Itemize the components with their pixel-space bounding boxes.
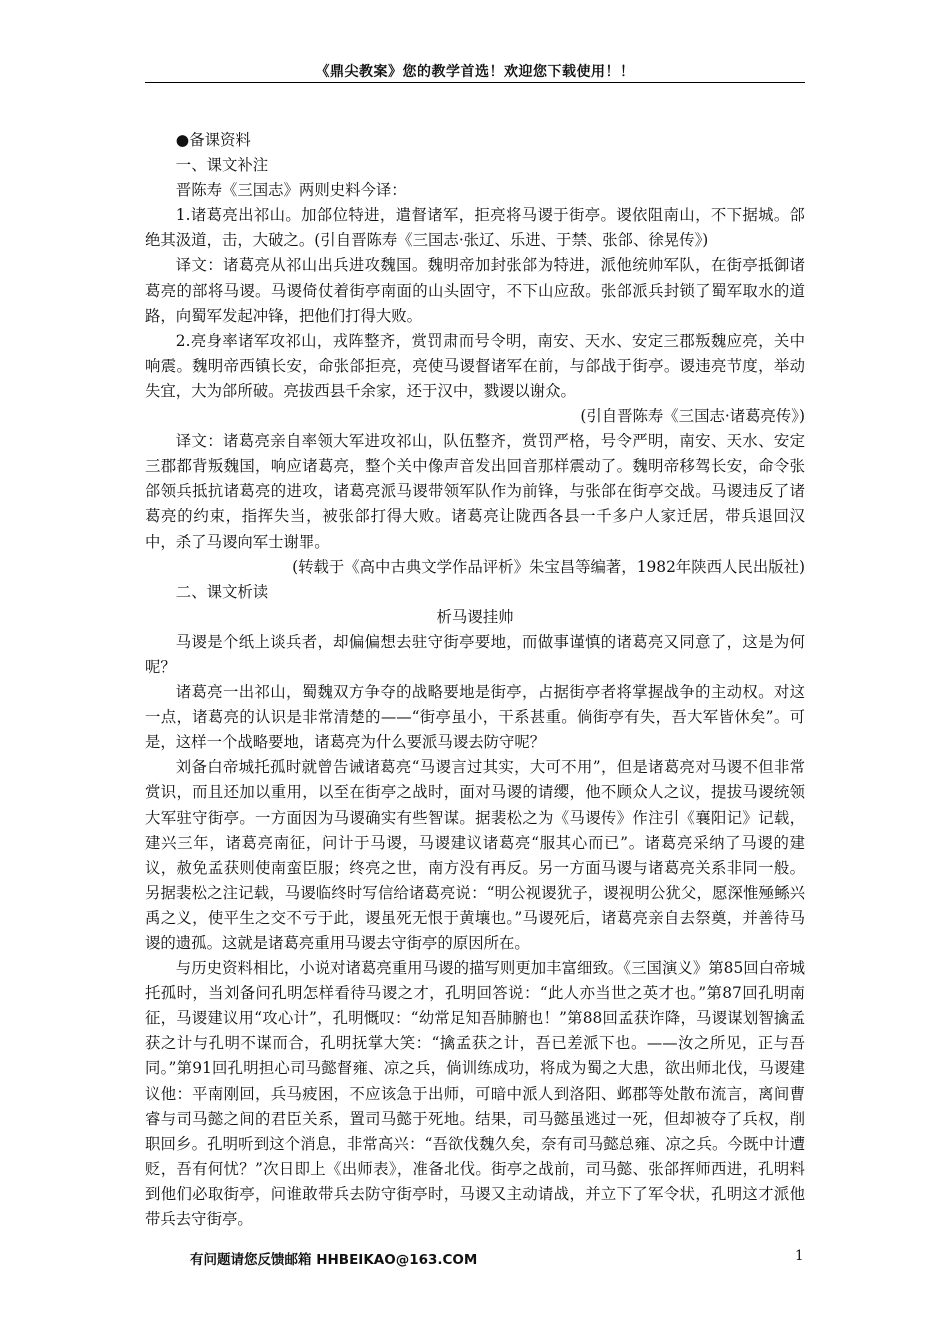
feedback-email-footer: 有问题请您反馈邮箱 HHBEIKAO@163.COM: [190, 1252, 478, 1268]
translation-2: 译文：诸葛亮亲自率领大军进攻祁山，队伍整齐，赏罚严格，号令严明，南安、天水、安定三郡都背叛魏国，响应诸葛亮，整个关中像声音发出回音那样震动了。魏明帝移驾长安，命令张郃领兵抵抗诸葛亮的进攻，诸葛亮派马谡带领军队作为前锋，与张郃在街亭交战。马谡违反了诸葛亮的约束，指挥失当，被张郃打得大败。诸葛亮让陇西各县一千多户人家迁居，带兵退回汉中，杀了马谡向军士谢罪。: [145, 432, 805, 551]
paragraph: 与历史资料相比，小说对诸葛亮重用马谡的描写则更加丰富细致。《三国演义》第85回白帝城托孤时，当刘备问孔明怎样看待马谡之才，孔明回答说：“此人亦当世之英才也。”第87回孔明南征，马谡建议用“攻心计”，孔明慨叹：“幼常足知吾肺腑也！”第88回孟获诈降，马谡谋划智擒孟获之计与孔明不谋而合，孔明抚掌大笑：“擒孟获之计，吾已差派下也。——汝之所见，正与吾同。”第91回孔明担心司马懿督雍、凉之兵，倘训练成功，将成为蜀之大患，欲出师北伐，马谡建议他：平南刚回，兵马疲困，不应该急于出师，可暗中派人到洛阳、邺郡等处散布流言，离间曹睿与司马懿之间的君臣关系，置司马懿于死地。结果，司马懿虽逃过一死，但却被夺了兵权，削职回乡。孔明听到这个消息，非常高兴：“吾欲伐魏久矣，奈有司马懿总雍、凉之兵。今既中计遭贬，吾有何忧？”次日即上《出师表》，准备北伐。街亭之战前，司马懿、张郃挥师西进，孔明料到他们必取街亭，问谁敢带兵去防守街亭时，马谡又主动请战，并立下了军令状，孔明这才派他带兵去守街亭。: [145, 959, 805, 1229]
section-bullet-heading: ●备课资料: [175, 131, 251, 149]
header-divider: [145, 82, 805, 83]
document-body: [145, 128, 805, 1232]
heading-analysis: 二、课文析读: [175, 582, 269, 601]
historical-excerpt-2: 2.亮身率诸军攻祁山，戎阵整齐，赏罚肃而号令明，南安、天水、安定三郡叛魏应亮，关中响震。魏明帝西镇长安，命张郃拒亮，亮使马谡督诸军在前，与郃战于街亭。谡违亮节度，举动失宜，大为郃所破。亮拔西县千余家，还于汉中，戮谡以谢众。: [145, 331, 805, 400]
heading-annotations: 一、课文补注: [175, 156, 269, 175]
historical-excerpt-1: 1.诸葛亮出祁山。加郃位特进，遣督诸军，拒亮将马谡于街亭。谡依阻南山，不下据城。郃绝其汲道，击，大破之。(引自晋陈寿《三国志·张辽、乐进、于禁、张郃、徐晃传》): [145, 206, 805, 250]
page-header: 《鼎尖教案》您的教学首选！欢迎您下载使用！！: [315, 64, 635, 80]
paragraph: 马谡是个纸上谈兵者，却偏偏想去驻守街亭要地，而做事谨慎的诸葛亮又同意了，这是为何呢？: [145, 632, 805, 676]
intro-line: 晋陈寿《三国志》两则史料今译：: [175, 181, 407, 200]
page-number: 1: [795, 1248, 804, 1264]
source-note: (转载于《高中古典文学作品评析》朱宝昌等编著，1982年陕西人民出版社): [292, 557, 805, 576]
paragraph: 诸葛亮一出祁山，蜀魏双方争夺的战略要地是街亭，占据街亭者将掌握战争的主动权。对这一点，诸葛亮的认识是非常清楚的——“街亭虽小，干系甚重。倘街亭有失，吾大军皆休矣”。可是，这样一个战略要地，诸葛亮为什么要派马谡去防守呢？: [145, 683, 805, 752]
article-title: 析马谡挂帅: [436, 607, 514, 626]
translation-1: 译文：诸葛亮从祁山出兵进攻魏国。魏明帝加封张郃为特进，派他统帅军队，在街亭抵御诸葛亮的部将马谡。马谡倚仗着街亭南面的山头固守，不下山应敌。张郃派兵封锁了蜀军取水的道路，向蜀军发起冲锋，把他们打得大败。: [145, 256, 805, 325]
citation-2: (引自晋陈寿《三国志·诸葛亮传》): [580, 407, 805, 426]
paragraph: 刘备白帝城托孤时就曾告诫诸葛亮“马谡言过其实，大可不用”，但是诸葛亮对马谡不但非常赏识，而且还加以重用，以至在街亭之战时，面对马谡的请缨，他不顾众人之议，提拔马谡统领大军驻守街亭。一方面因为马谡确实有些智谋。据裴松之为《马谡传》作注引《襄阳记》记载，建兴三年，诸葛亮南征，问计于马谡，马谡建议诸葛亮“服其心而已”。诸葛亮采纳了马谡的建议，赦免孟获则使南蛮臣服；终亮之世，南方没有再反。另一方面马谡与诸葛亮关系非同一般。另据裴松之注记载，马谡临终时写信给诸葛亮说：“明公视谡犹子，谡视明公犹父，愿深惟殛鲧兴禹之义，使平生之交不亏于此，谡虽死无恨于黄壤也。”马谡死后，诸葛亮亲自去祭奠，并善待马谡的遗孤。这就是诸葛亮重用马谡去守街亭的原因所在。: [145, 758, 805, 952]
